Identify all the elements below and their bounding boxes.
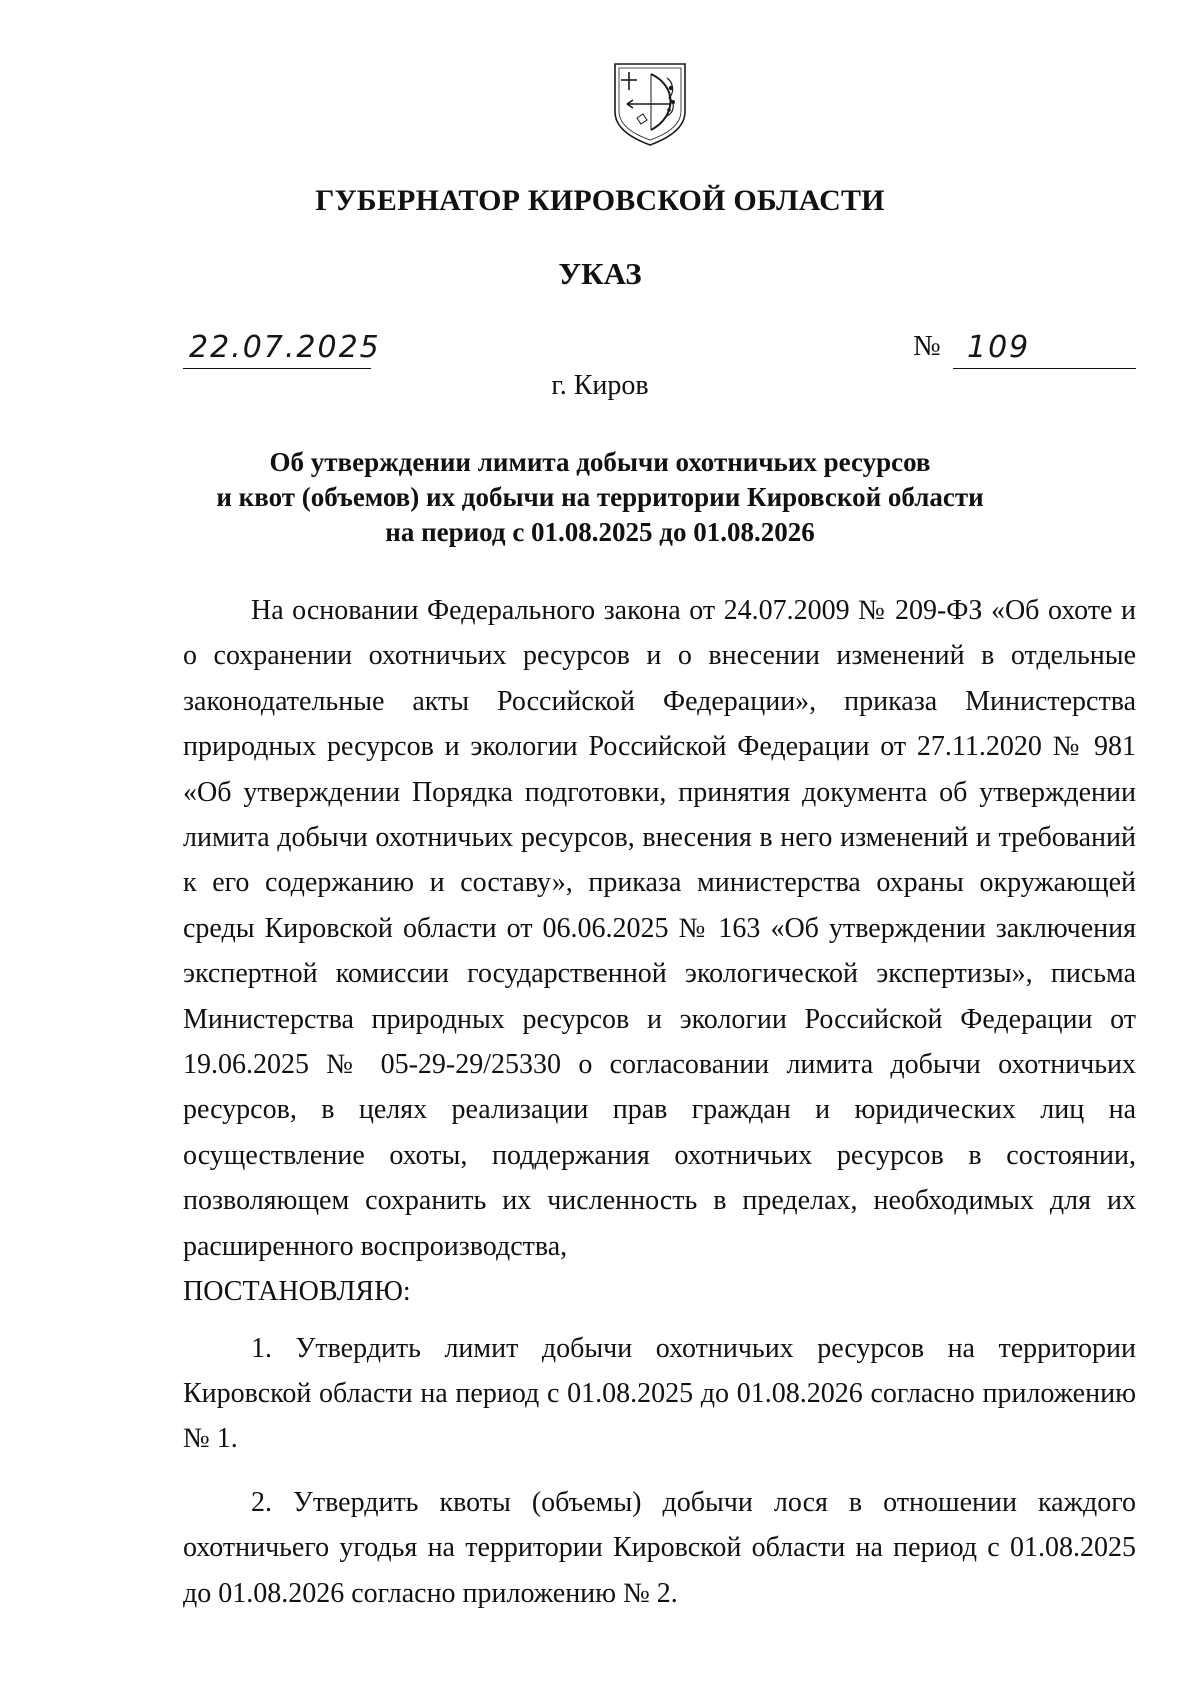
- title-line: на период с 01.08.2025 до 01.08.2026: [385, 517, 815, 547]
- decree-body: [183, 588, 1136, 1616]
- number-label: №: [913, 330, 941, 362]
- decree-date: 22.07.2025: [189, 330, 381, 365]
- decree-number: 109: [967, 330, 1031, 365]
- resolve-word: ПОСТАНОВЛЯЮ:: [183, 1276, 411, 1308]
- title-line: Об утверждении лимита добычи охотничьих ресурсов: [269, 447, 931, 477]
- preamble-paragraph: На основании Федерального закона от 24.07.2009 № 209-ФЗ «Об охоте и о сохранении охотничьих ресурсов и о внесении изменений в отдельные законодательные акты Российской Федерации», приказа Министерства природных ресурсов и экологии Российской Федерации от 27.11.2020 № 981 «Об утверждении Порядка подготовки, принятия документа об утверждении лимита добычи охотничьих ресурсов, внесения в него изменений и требований к его содержанию и составу», приказа министерства охраны окружающей среды Кировской области от 06.06.2025 № 163 «Об утверждении заключения экспертной комиссии государственной экологической экспертизы», письма Министерства природных ресурсов и экологии Российской Федерации от 19.06.2025 № 05-29-29/25330 о согласовании лимита добычи охотничьих ресурсов, в целях реализации прав граждан и юридических лиц на осуществление охоты, поддержания охотничьих ресурсов в состоянии, позволяющем сохранить их численность в пределах, необходимых для их расширенного воспроизводства,: [183, 595, 1136, 1262]
- decree-item-1: 1. Утвердить лимит добычи охотничьих ресурсов на территории Кировской области на период с 01.08.2025 до 01.08.2026 согласно приложению № 1.: [183, 1332, 1136, 1455]
- issuing-authority: ГУБЕРНАТОР КИРОВСКОЙ ОБЛАСТИ: [315, 184, 885, 217]
- decree-date-field: [183, 328, 381, 369]
- kirov-coat-of-arms-icon: [607, 58, 693, 148]
- decree-item-2: 2. Утвердить квоты (объемы) добычи лося в отношении каждого охотничьего угодья на территории Кировской области на период с 01.08.2025 до 01.08.2026 согласно приложению № 2.: [183, 1486, 1136, 1609]
- decree-title: [150, 445, 1050, 550]
- title-line: и квот (объемов) их добычи на территории Кировской области: [216, 482, 984, 512]
- issue-city: г. Киров: [551, 370, 649, 401]
- decree-number-field: [953, 328, 1136, 369]
- document-type: УКАЗ: [558, 256, 642, 291]
